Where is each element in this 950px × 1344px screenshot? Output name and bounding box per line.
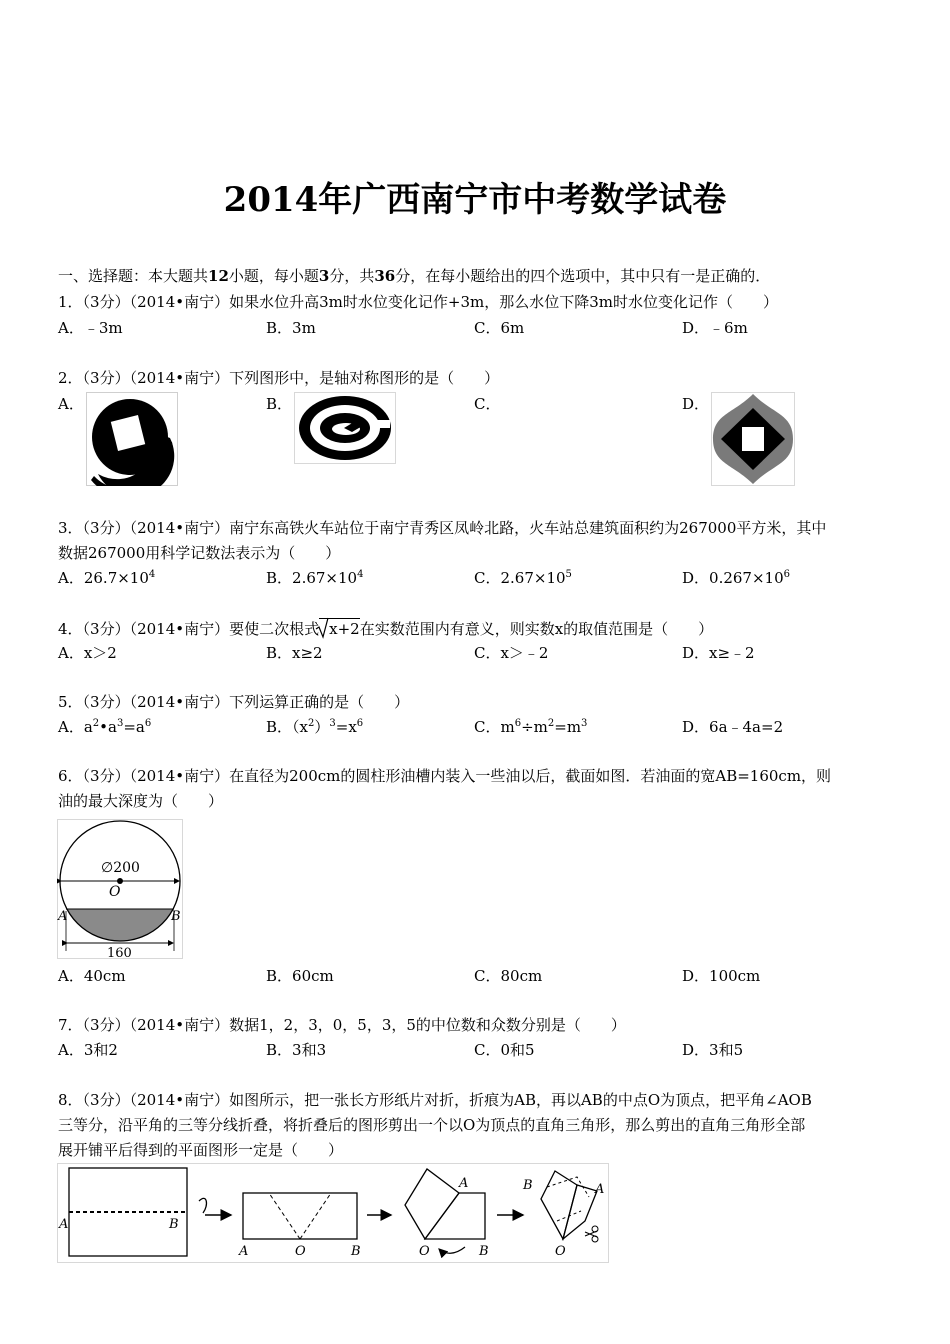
q3-b-exp: 4 — [357, 569, 364, 580]
section-points: 3 — [318, 267, 330, 285]
q7-option-a: A．3和2 — [58, 1041, 118, 1059]
sqrt-expression — [319, 618, 360, 639]
center-label: O — [109, 884, 121, 900]
q5-b-part: B．（x — [266, 718, 308, 736]
point-a-label: A — [58, 909, 68, 924]
q5-c-part: ÷m — [521, 718, 548, 736]
q3-stem-line1: 3．（3分）（2014•南宁）南宁东高铁火车站位于南宁青秀区凤岭北路，火车站总建筑面积约为267000平方米，其中 — [58, 519, 827, 537]
coin-figure — [86, 392, 178, 486]
q4-stem-end: 在实数范围内有意义，则实数x的取值范围是（ ） — [359, 620, 714, 638]
panel3-point-a: A — [459, 1176, 469, 1191]
q5-b-part: =x — [335, 718, 357, 736]
q3-a-base: A．26.7×10 — [58, 569, 149, 587]
section-count: 12 — [208, 267, 229, 285]
q5-a-exp: 6 — [144, 718, 152, 729]
q1-stem: 1．（3分）（2014•南宁）如果水位升高3m时水位变化记作+3m，那么水位下降3m时水位变化记作（ ） — [58, 293, 778, 311]
q3-a-exp: 4 — [148, 569, 156, 580]
sqrt-radicand: x+2 — [329, 620, 360, 638]
section-total: 36 — [374, 267, 396, 285]
q2-option-d: D． — [682, 395, 710, 413]
q7-option-c: C．0和5 — [474, 1041, 535, 1059]
q5-c-part: =m — [554, 718, 582, 736]
q3-c-exp: 5 — [565, 569, 572, 580]
q2-option-b: B． — [266, 395, 293, 413]
section-text: 分，在每小题给出的四个选项中，其中只有一是正确的． — [395, 267, 771, 285]
panel3-point-o: O — [419, 1244, 430, 1259]
q5-stem: 5．（3分）（2014•南宁）下列运算正确的是（ ） — [58, 693, 410, 711]
q5-b-part: ） — [314, 718, 330, 736]
q3-c-base: C．2.67×10 — [474, 569, 566, 587]
q5-c-exp: 2 — [547, 718, 555, 729]
section-heading — [58, 266, 770, 286]
section-text: 分，共 — [329, 267, 375, 285]
q5-a-part: •a — [99, 718, 117, 736]
q3-option-d — [682, 568, 790, 588]
q8-stem-line1: 8．（3分）（2014•南宁）如图所示，把一张长方形纸片对折，折痕为AB，再以AB的中点O为顶点，把平角∠AOB — [58, 1091, 812, 1109]
q5-option-b — [266, 717, 363, 737]
q5-b-exp: 2 — [307, 718, 315, 729]
q2-stem: 2．（3分）（2014•南宁）下列图形中，是轴对称图形的是（ ） — [58, 369, 500, 387]
q6-option-d: D．100cm — [682, 967, 761, 985]
page-title: 2014年广西南宁市中考数学试卷 — [223, 180, 727, 220]
point-b-label: B — [171, 909, 181, 924]
panel2-point-o: O — [295, 1244, 306, 1259]
spiral-figure — [294, 392, 396, 464]
q5-c-part: C．m — [474, 718, 515, 736]
panel4-point-b: B — [523, 1178, 533, 1193]
q6-option-a: A．40cm — [58, 967, 126, 985]
q4-option-b: B．x≥2 — [266, 644, 323, 662]
q6-option-b: B．60cm — [266, 967, 334, 985]
q1-option-c: C．6m — [474, 319, 525, 337]
q1-option-b: B．3m — [266, 319, 316, 337]
q3-option-c — [474, 568, 572, 588]
panel3-point-b: B — [479, 1244, 489, 1259]
q5-a-part: A．a — [58, 718, 93, 736]
q5-b-exp: 3 — [329, 718, 336, 729]
panel4-point-a: A — [595, 1182, 605, 1197]
q5-a-exp: 3 — [116, 718, 124, 729]
q5-option-c — [474, 717, 587, 737]
q3-d-base: D．0.267×10 — [682, 569, 784, 587]
q4-option-c: C．x＞﹣2 — [474, 644, 549, 662]
q7-option-d: D．3和5 — [682, 1041, 744, 1059]
q8-stem-line3: 展开铺平后得到的平面图形一定是（ ） — [58, 1141, 344, 1159]
q5-option-d: D．6a﹣4a=2 — [682, 718, 784, 736]
q5-c-exp: 6 — [514, 718, 522, 729]
q6-option-c: C．80cm — [474, 967, 543, 985]
diameter-label: ∅200 — [101, 860, 140, 876]
chord-length-label: 160 — [107, 946, 132, 959]
q4-option-d: D．x≥﹣2 — [682, 644, 755, 662]
q2-option-a: A． — [58, 395, 84, 413]
panel1-point-a: A — [59, 1217, 69, 1232]
q8-stem-line2: 三等分，沿平角的三等分线折叠，将折叠后的图形剪出一个以O为顶点的直角三角形，那么剪出的直角三角形全部 — [58, 1116, 806, 1134]
q5-option-a — [58, 717, 151, 737]
q3-stem-line2: 数据267000用科学记数法表示为（ ） — [58, 544, 341, 562]
panel2-point-a: A — [239, 1244, 249, 1259]
q3-option-a — [58, 568, 155, 588]
q3-d-exp: 6 — [783, 569, 790, 580]
q3-b-base: B．2.67×10 — [266, 569, 358, 587]
q4-stem-start: 4．（3分）（2014•南宁）要使二次根式 — [58, 620, 320, 638]
q4-option-a: A．x＞2 — [58, 644, 117, 662]
window-figure — [711, 392, 795, 486]
oil-tank-figure — [57, 819, 183, 959]
q1-option-a: A．﹣3m — [58, 319, 123, 337]
paper-folding-figure — [57, 1163, 609, 1263]
q2-option-c: C． — [474, 395, 501, 413]
q1-option-d: D．﹣6m — [682, 319, 748, 337]
panel1-point-b: B — [169, 1217, 179, 1232]
q3-option-b — [266, 568, 363, 588]
radical-sign-icon — [315, 617, 329, 639]
section-text: 一、选择题：本大题共 — [58, 267, 209, 285]
panel2-point-b: B — [351, 1244, 361, 1259]
q6-stem-line2: 油的最大深度为（ ） — [58, 792, 224, 810]
panel4-point-o: O — [555, 1244, 566, 1259]
q5-b-exp: 6 — [356, 718, 364, 729]
q5-c-exp: 3 — [581, 718, 588, 729]
q7-stem: 7．（3分）（2014•南宁）数据1，2，3，0，5，3，5的中位数和众数分别是（ ） — [58, 1016, 626, 1034]
q5-a-part: =a — [123, 718, 145, 736]
q5-a-exp: 2 — [92, 718, 100, 729]
q6-stem-line1: 6．（3分）（2014•南宁）在直径为200cm的圆柱形油槽内装入一些油以后，截面如图．若油面的宽AB=160cm，则 — [58, 767, 832, 785]
q7-option-b: B．3和3 — [266, 1041, 327, 1059]
section-text: 小题，每小题 — [228, 267, 319, 285]
q4-stem — [58, 618, 713, 639]
